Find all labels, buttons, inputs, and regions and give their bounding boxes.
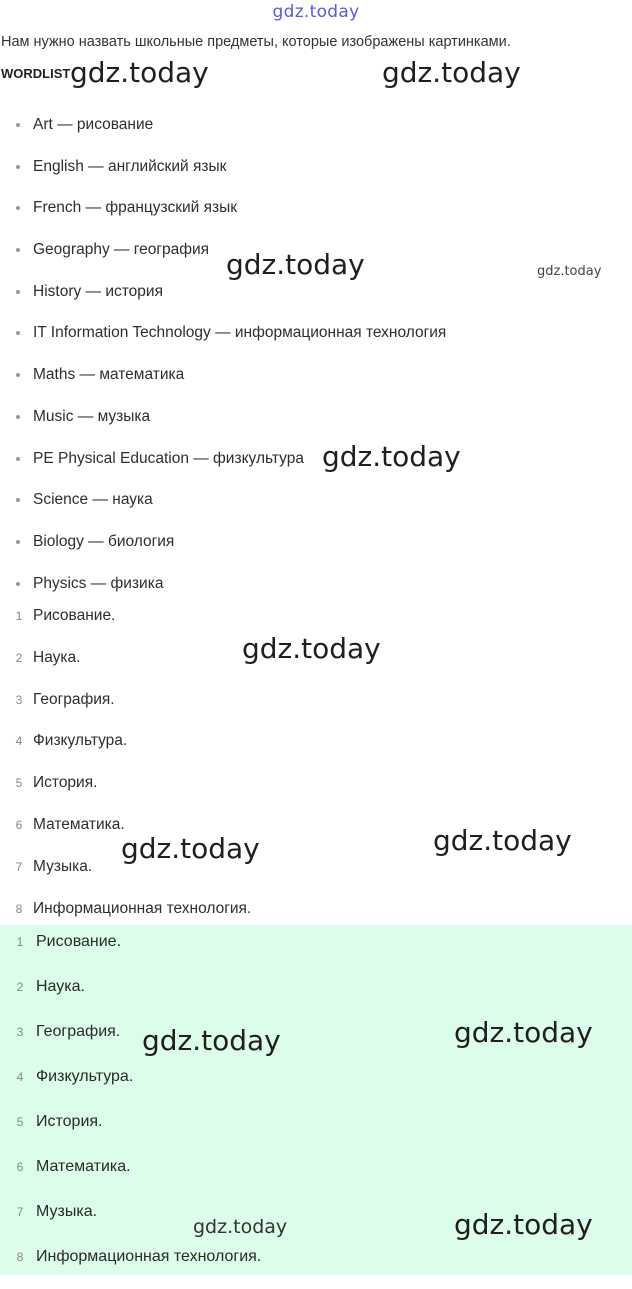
answer-text: Информационная технология.: [36, 1248, 262, 1265]
answer-text: Физкультура.: [36, 1068, 134, 1085]
answer-item: [0, 728, 632, 770]
watermark: gdz.today: [226, 248, 365, 281]
watermark: gdz.today: [142, 1024, 281, 1057]
wordlist-item-text: Physics — физика: [33, 574, 164, 592]
answer-text: Музыка.: [36, 1203, 98, 1220]
bullet-icon: [16, 206, 20, 210]
answer-number: 7: [15, 859, 23, 874]
answer-number: 7: [16, 1205, 24, 1219]
answer-number: 8: [15, 901, 23, 916]
watermark: gdz.today: [242, 632, 381, 665]
wordlist-item-text: Biology — биология: [33, 532, 175, 550]
wordlist-item-text: Science — наука: [33, 491, 153, 509]
wordlist-item: [0, 195, 632, 237]
answer-number: 6: [15, 817, 23, 832]
answer-number: 8: [16, 1250, 24, 1264]
wordlist-item: [0, 362, 632, 404]
bullet-icon: [16, 290, 20, 294]
answer-box-item: [0, 1244, 632, 1289]
answer-box-item: [0, 929, 632, 974]
answer-box-item: [0, 1064, 632, 1109]
wordlist-item: [0, 279, 632, 321]
answer-number: 2: [15, 650, 23, 665]
answer-number: 5: [15, 776, 23, 791]
site-logo-watermark[interactable]: gdz.today: [272, 2, 360, 22]
answer-item: [0, 687, 632, 729]
answer-number: 5: [16, 1115, 24, 1129]
answer-text: География.: [33, 690, 115, 708]
answer-text: Наука.: [36, 978, 85, 995]
wordlist-item: [0, 112, 632, 154]
wordlist-item-text: Music — музыка: [33, 407, 151, 425]
watermark: gdz.today: [193, 1216, 288, 1238]
wordlist-item-text: Geography — география: [33, 241, 210, 259]
answer-text: Математика.: [36, 1158, 131, 1175]
watermark: gdz.today: [537, 264, 602, 279]
wordlist-item: [0, 487, 632, 529]
bullet-icon: [16, 457, 20, 461]
bullet-icon: [16, 582, 20, 586]
wordlist-item-text: History — история: [33, 282, 163, 300]
bullet-icon: [16, 165, 20, 169]
answer-number: 1: [15, 609, 23, 623]
answer-number: 4: [15, 734, 23, 749]
answer-text: Наука.: [33, 648, 81, 666]
answer-box-item: [0, 1154, 632, 1199]
answer-text: Музыка.: [33, 857, 93, 875]
answer-text: География.: [36, 1023, 121, 1040]
answer-text: Информационная технология.: [33, 899, 252, 917]
wordlist-item: [0, 404, 632, 446]
answer-text: История.: [33, 774, 98, 792]
wordlist-item-text: Maths — математика: [33, 366, 185, 384]
answer-text: Математика.: [33, 815, 125, 833]
answer-number: 3: [15, 692, 23, 707]
answer-number: 3: [16, 1025, 24, 1039]
answer-text: Рисование.: [33, 607, 116, 624]
task-description: Нам нужно назвать школьные предметы, которые изображены картинками.: [1, 34, 511, 50]
wordlist-item: [0, 154, 632, 196]
wordlist-item: [0, 529, 632, 571]
wordlist-item-text: IT Information Technology — информационная технология: [33, 324, 447, 342]
watermark: gdz.today: [121, 832, 260, 865]
wordlist-heading: WORDLIST: [1, 66, 71, 81]
watermark: gdz.today: [454, 1208, 593, 1241]
bullet-icon: [16, 331, 20, 335]
watermark: gdz.today: [382, 56, 521, 89]
answer-text: Физкультура.: [33, 732, 128, 750]
wordlist-item-text: French — французский язык: [33, 199, 238, 217]
answer-number: 2: [16, 980, 24, 994]
answer-number: 1: [16, 935, 24, 949]
wordlist-item: [0, 446, 632, 488]
wordlist-item-text: English — английский язык: [33, 157, 227, 175]
watermark: gdz.today: [70, 56, 209, 89]
answer-number: 6: [16, 1160, 24, 1174]
bullet-icon: [16, 248, 20, 252]
watermark: gdz.today: [433, 824, 572, 857]
watermark: gdz.today: [454, 1016, 593, 1049]
bullet-icon: [16, 415, 20, 419]
wordlist: [0, 112, 632, 612]
bullet-icon: [16, 373, 20, 377]
wordlist-item-text: PE Physical Education — физкультура: [33, 449, 304, 467]
answer-text: Рисование.: [36, 933, 122, 950]
bullet-icon: [16, 123, 20, 127]
bullet-icon: [16, 540, 20, 544]
answer-item: [0, 770, 632, 812]
answer-box-item: [0, 974, 632, 1019]
answer-box-item: [0, 1109, 632, 1154]
wordlist-item: [0, 320, 632, 362]
wordlist-item-text: Art — рисование: [33, 116, 154, 133]
bullet-icon: [16, 498, 20, 502]
answer-text: История.: [36, 1113, 103, 1130]
watermark: gdz.today: [322, 440, 461, 473]
answer-item: [0, 854, 632, 896]
answer-number: 4: [16, 1070, 24, 1084]
